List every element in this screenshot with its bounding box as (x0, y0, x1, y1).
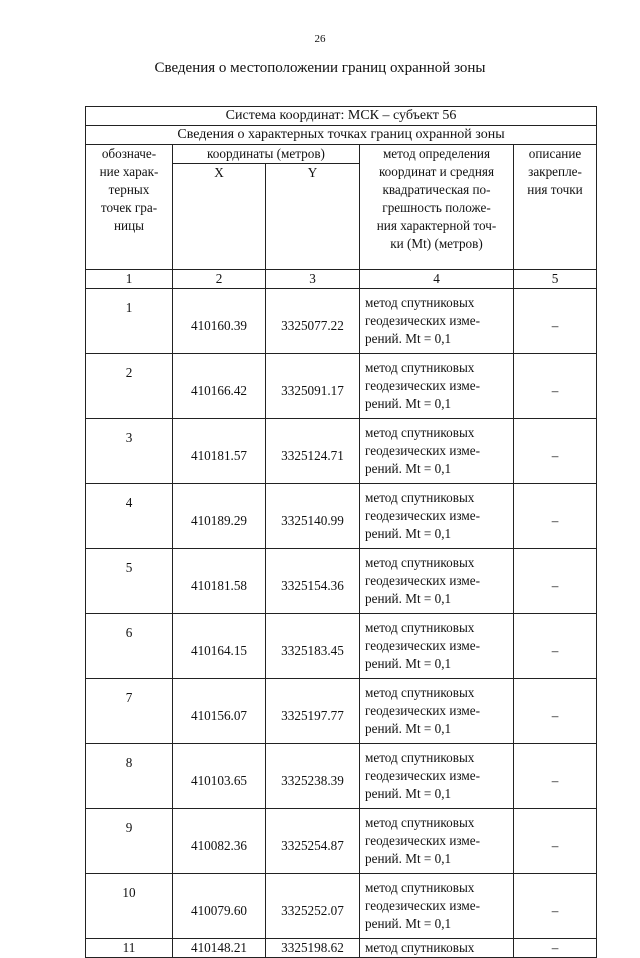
method-line: рений. Mt = 0,1 (365, 591, 452, 606)
y-coordinate: 3325140.99 (266, 484, 360, 549)
table-row (86, 744, 597, 809)
fixation-description: – (514, 614, 597, 679)
method-description (360, 679, 514, 744)
method-line: геодезических изме- (365, 313, 480, 328)
table-row (86, 484, 597, 549)
method-line: рений. Mt = 0,1 (365, 331, 452, 346)
header-line: терных (108, 182, 150, 197)
table-row (86, 874, 597, 939)
method-line: геодезических изме- (365, 508, 480, 523)
y-coordinate: 3325238.39 (266, 744, 360, 809)
method-line: рений. Mt = 0,1 (365, 396, 452, 411)
fixation-description: – (514, 679, 597, 744)
y-coordinate: 3325091.17 (266, 354, 360, 419)
header-line: описание (528, 146, 582, 161)
header-line: метод определения (382, 146, 491, 161)
point-id: 1 (86, 289, 173, 354)
point-id: 7 (86, 679, 173, 744)
boundary-points-table (85, 106, 597, 958)
method-line: геодезических изме- (365, 833, 480, 848)
method-line: рений. Mt = 0,1 (365, 916, 452, 931)
method-description (360, 419, 514, 484)
table-row (86, 419, 597, 484)
y-header-label: Y (307, 165, 318, 180)
x-coordinate: 410148.21 (173, 939, 266, 958)
y-coordinate: 3325183.45 (266, 614, 360, 679)
fixation-description: – (514, 419, 597, 484)
method-line: метод спутниковых (365, 555, 475, 570)
header-line: ния точки (527, 182, 583, 197)
header-line: обозначе- (101, 146, 157, 161)
header-line: ницы (113, 218, 145, 233)
table-row (86, 549, 597, 614)
x-coordinate: 410082.36 (173, 809, 266, 874)
x-coordinate: 410156.07 (173, 679, 266, 744)
fixation-description: – (514, 874, 597, 939)
col5-header (514, 145, 597, 270)
y-coordinate: 3325124.71 (266, 419, 360, 484)
x-coordinate: 410181.57 (173, 419, 266, 484)
table-row (86, 289, 597, 354)
method-line: геодезических изме- (365, 443, 480, 458)
fixation-description: – (514, 354, 597, 419)
y-coordinate: 3325154.36 (266, 549, 360, 614)
header-line: ния характерной точ- (376, 218, 497, 233)
y-coordinate: 3325198.62 (266, 939, 360, 958)
method-line: геодезических изме- (365, 898, 480, 913)
fixation-description: – (514, 549, 597, 614)
table-row (86, 614, 597, 679)
page-title: Сведения о местоположении границ охранной зоны (154, 60, 486, 76)
method-line: геодезических изме- (365, 573, 480, 588)
x-coordinate: 410166.42 (173, 354, 266, 419)
x-coordinate: 410164.15 (173, 614, 266, 679)
header-line: координат и средняя (378, 164, 495, 179)
point-id: 5 (86, 549, 173, 614)
method-description (360, 354, 514, 419)
x-coordinate: 410181.58 (173, 549, 266, 614)
method-line: метод спутниковых (365, 685, 475, 700)
method-description (360, 874, 514, 939)
method-description (360, 614, 514, 679)
method-description (360, 744, 514, 809)
point-id: 4 (86, 484, 173, 549)
method-line: рений. Mt = 0,1 (365, 656, 452, 671)
method-line: метод спутниковых (365, 815, 475, 830)
col-number: 4 (360, 270, 514, 289)
fixation-description: – (514, 809, 597, 874)
point-id: 3 (86, 419, 173, 484)
x-coordinate: 410079.60 (173, 874, 266, 939)
point-id: 8 (86, 744, 173, 809)
y-header (266, 164, 360, 270)
method-line: геодезических изме- (365, 703, 480, 718)
header-line: ние харак- (99, 164, 159, 179)
coord-system-header: Система координат: МСК – субъект 56 (86, 107, 597, 126)
method-line: рений. Mt = 0,1 (365, 721, 452, 736)
col-number: 2 (173, 270, 266, 289)
method-description (360, 549, 514, 614)
fixation-description: – (514, 289, 597, 354)
method-description (360, 809, 514, 874)
column-numbers-row (86, 270, 597, 289)
point-id: 11 (86, 939, 173, 958)
y-coordinate: 3325254.87 (266, 809, 360, 874)
col-number: 5 (514, 270, 597, 289)
point-id: 10 (86, 874, 173, 939)
col1-header-lines (86, 145, 172, 235)
x-header-label: X (214, 165, 224, 180)
section-title-header: Сведения о характерных точках границ охранной зоны (86, 126, 597, 145)
method-description (360, 289, 514, 354)
point-id: 9 (86, 809, 173, 874)
header-line: ки (Mt) (метров) (390, 236, 483, 251)
x-coordinate: 410189.29 (173, 484, 266, 549)
method-line: рений. Mt = 0,1 (365, 786, 452, 801)
col-number: 3 (266, 270, 360, 289)
coords-header: координаты (метров) (173, 145, 360, 164)
table-row (86, 939, 597, 958)
y-coordinate: 3325077.22 (266, 289, 360, 354)
point-id: 2 (86, 354, 173, 419)
table-row (86, 809, 597, 874)
method-line: метод спутниковых (365, 880, 475, 895)
col4-header (360, 145, 514, 270)
method-description (360, 484, 514, 549)
col5-header-lines (514, 145, 596, 199)
header-line: грешность положе- (382, 200, 491, 215)
method-line: рений. Mt = 0,1 (365, 461, 452, 476)
y-coordinate: 3325252.07 (266, 874, 360, 939)
table-row (86, 354, 597, 419)
method-line: геодезических изме- (365, 768, 480, 783)
method-line: рений. Mt = 0,1 (365, 851, 452, 866)
header-line: квадратическая по- (382, 182, 491, 197)
method-line: метод спутниковых (365, 620, 475, 635)
col4-header-lines (360, 145, 513, 253)
point-id: 6 (86, 614, 173, 679)
method-line: метод спутниковых (365, 360, 475, 375)
x-coordinate: 410103.65 (173, 744, 266, 809)
fixation-description: – (514, 939, 597, 958)
fixation-description: – (514, 744, 597, 809)
header-line: точек гра- (100, 200, 158, 215)
x-coordinate: 410160.39 (173, 289, 266, 354)
method-description: метод спутниковых (360, 939, 514, 958)
col1-header (86, 145, 173, 270)
method-line: метод спутниковых (365, 295, 475, 310)
y-coordinate: 3325197.77 (266, 679, 360, 744)
method-line: геодезических изме- (365, 638, 480, 653)
method-line: геодезических изме- (365, 378, 480, 393)
x-header (173, 164, 266, 270)
method-line: метод спутниковых (365, 490, 475, 505)
fixation-description: – (514, 484, 597, 549)
method-line: метод спутниковых (365, 750, 475, 765)
col-number: 1 (86, 270, 173, 289)
table-row (86, 679, 597, 744)
method-line: метод спутниковых (365, 425, 475, 440)
header-line: закрепле- (528, 164, 582, 179)
page-number: 26 (314, 33, 326, 45)
method-line: рений. Mt = 0,1 (365, 526, 452, 541)
